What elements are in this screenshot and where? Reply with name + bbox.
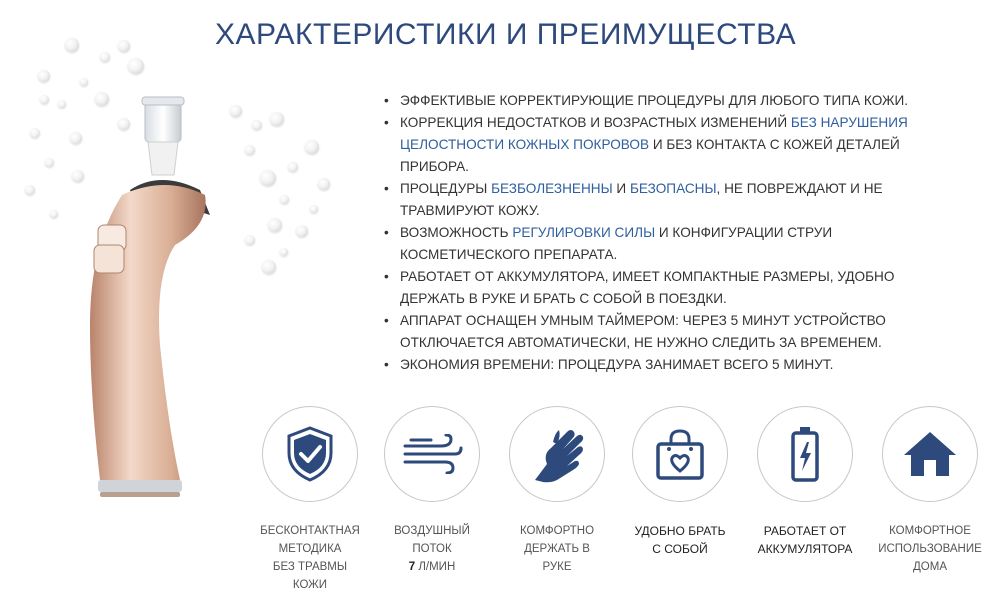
list-item: • ВОЗМОЖНОСТЬ РЕГУЛИРОВКИ СИЛЫ И КОНФИГУРАЦИИ СТРУИ КОСМЕТИЧЕСКОГО ПРЕПАРАТА. — [378, 222, 938, 266]
feature-comfort-hold: КОМФОРТНО ДЕРЖАТЬ В РУКЕ — [502, 406, 612, 576]
list-item: • КОРРЕКЦИЯ НЕДОСТАТКОВ И ВОЗРАСТНЫХ ИЗМЕНЕНИЙ БЕЗ НАРУШЕНИЯ ЦЕЛОСТНОСТИ КОЖНЫХ ПОКРОВОВ И БЕЗ КОНТАКТА С КОЖЕЙ ДЕТАЛЕЙ ПРИБОРА. — [378, 112, 938, 178]
feature-airflow: ВОЗДУШНЫЙ ПОТОК 7 Л/МИН — [377, 406, 487, 576]
page-title: ХАРАКТЕРИСТИКИ И ПРЕИМУЩЕСТВА — [215, 18, 797, 51]
list-item: • РАБОТАЕТ ОТ АККУМУЛЯТОРА, ИМЕЕТ КОМПАКТНЫЕ РАЗМЕРЫ, УДОБНО ДЕРЖАТЬ В РУКЕ И БРАТЬ С СОБОЙ В ПОЕЗДКИ. — [378, 266, 938, 310]
battery-icon — [790, 426, 820, 482]
list-item: • ПРОЦЕДУРЫ БЕЗБОЛЕЗНЕННЫ И БЕЗОПАСНЫ, НЕ ПОВРЕЖДАЮТ И НЕ ТРАВМИРУЮТ КОЖУ. — [378, 178, 938, 222]
feature-battery: РАБОТАЕТ ОТ АККУМУЛЯТОРА — [750, 406, 860, 558]
benefits-list — [378, 90, 938, 376]
feature-icon-circle — [509, 406, 605, 502]
list-item: • ЭФФЕКТИВЫЕ КОРРЕКТИРУЮЩИЕ ПРОЦЕДУРЫ ДЛЯ ЛЮБОГО ТИПА КОЖИ. — [378, 90, 938, 112]
feature-home-use: КОМФОРТНОЕ ИСПОЛЬЗОВАНИЕ ДОМА — [875, 406, 985, 576]
list-item: • АППАРАТ ОСНАЩЕН УМНЫМ ТАЙМЕРОМ: ЧЕРЕЗ 5 МИНУТ УСТРОЙСТВО ОТКЛЮЧАЕТСЯ АВТОМАТИЧЕСКИ, НЕ НУЖНО СЛЕДИТЬ ЗА ВРЕМЕНЕМ. — [378, 310, 938, 354]
hand-icon — [529, 424, 585, 484]
feature-icon-circle — [262, 406, 358, 502]
feature-icon-circle — [757, 406, 853, 502]
feature-portable: УДОБНО БРАТЬ С СОБОЙ — [625, 406, 735, 558]
feature-icon-circle — [384, 406, 480, 502]
list-item: • ЭКОНОМИЯ ВРЕМЕНИ: ПРОЦЕДУРА ЗАНИМАЕТ ВСЕГО 5 МИНУТ. — [378, 354, 938, 376]
device-illustration — [60, 95, 240, 505]
feature-icon-circle — [632, 406, 728, 502]
feature-icon-circle — [882, 406, 978, 502]
feature-contactless: БЕСКОНТАКТНАЯ МЕТОДИКА БЕЗ ТРАВМЫ КОЖИ — [255, 406, 365, 594]
airflow-icon — [401, 434, 463, 474]
house-icon — [902, 429, 958, 479]
shield-check-icon — [284, 425, 336, 483]
bag-heart-icon — [654, 427, 706, 481]
